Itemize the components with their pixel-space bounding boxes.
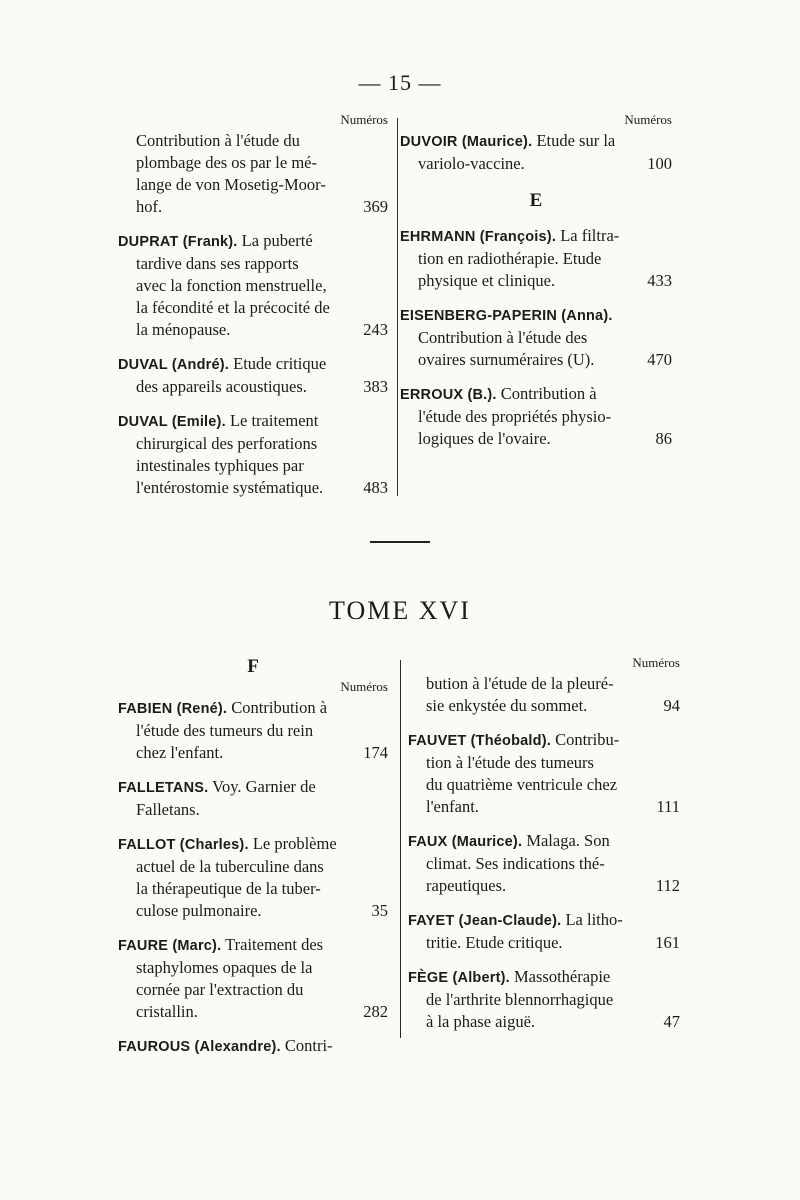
entry-text bbox=[136, 434, 317, 453]
entry-text bbox=[118, 935, 323, 954]
title-text: tritie. Etude critique. bbox=[426, 933, 563, 952]
entries bbox=[408, 673, 680, 1033]
bottom-left-column bbox=[118, 655, 388, 1070]
entry-number: 112 bbox=[655, 876, 680, 895]
index-entry bbox=[400, 130, 672, 175]
entry-line bbox=[118, 856, 388, 878]
entry-text bbox=[418, 349, 594, 371]
entry-text bbox=[400, 131, 615, 150]
entry-number: 369 bbox=[363, 197, 388, 216]
entry-text bbox=[426, 990, 613, 1009]
entry-text bbox=[400, 226, 619, 245]
entry-line bbox=[400, 248, 672, 270]
author-name: FAURE (Marc). bbox=[118, 938, 222, 954]
entry-text bbox=[136, 175, 326, 194]
entry-line bbox=[400, 406, 672, 428]
entry-text bbox=[408, 967, 610, 986]
entry-number: 243 bbox=[363, 320, 388, 339]
title-text: Contribution à bbox=[227, 698, 328, 717]
entry-number: 35 bbox=[371, 901, 388, 920]
entry-line bbox=[118, 433, 388, 455]
entry-line bbox=[118, 900, 388, 922]
index-entry bbox=[118, 776, 388, 821]
entry-text bbox=[136, 721, 313, 740]
title-text: l'enfant. bbox=[426, 797, 479, 816]
entry-number: 94 bbox=[663, 696, 680, 715]
entries bbox=[118, 697, 388, 1058]
entry-line bbox=[118, 742, 388, 764]
title-text: Contribution à bbox=[496, 384, 597, 403]
entry-text bbox=[426, 775, 617, 794]
index-entry bbox=[408, 673, 680, 717]
title-text: de l'arthrite blennorrhagique bbox=[426, 990, 614, 1009]
entry-line bbox=[400, 428, 672, 450]
title-text: logiques de l'ovaire. bbox=[418, 429, 551, 448]
entry-text bbox=[136, 254, 299, 273]
entry-text bbox=[136, 1001, 198, 1023]
entry-text bbox=[136, 153, 317, 172]
title-text: tion à l'étude des tumeurs bbox=[426, 753, 594, 772]
entry-text bbox=[408, 831, 610, 850]
entry-number: 111 bbox=[656, 797, 680, 816]
entries-before bbox=[400, 130, 672, 175]
entry-text bbox=[118, 231, 313, 250]
entry-text bbox=[408, 730, 619, 749]
title-text: la ménopause. bbox=[136, 320, 231, 339]
index-entry bbox=[118, 934, 388, 1023]
section-divider bbox=[370, 541, 430, 543]
entry-number: 86 bbox=[655, 429, 672, 448]
entry-text bbox=[118, 354, 326, 373]
entry-text bbox=[426, 932, 563, 954]
title-text: l'entérostomie systématique. bbox=[136, 478, 324, 497]
index-entry bbox=[408, 909, 680, 954]
index-entry bbox=[118, 353, 388, 398]
entry-line bbox=[408, 853, 680, 875]
entry-line bbox=[118, 376, 388, 398]
title-text: Le traitement bbox=[225, 411, 319, 430]
author-name: EHRMANN (François). bbox=[400, 229, 557, 245]
entry-text bbox=[136, 857, 324, 876]
title-text: Contri- bbox=[280, 1036, 333, 1055]
entry-line bbox=[118, 410, 388, 433]
entry-text bbox=[136, 319, 230, 341]
entry-text bbox=[418, 270, 555, 292]
title-text: bution à l'étude de la pleuré- bbox=[426, 674, 614, 693]
entry-text bbox=[418, 407, 611, 426]
entry-number: 470 bbox=[647, 350, 672, 369]
title-text: hof. bbox=[136, 197, 163, 216]
entry-line bbox=[118, 230, 388, 253]
page-number: — 15 — bbox=[358, 70, 442, 95]
entry-line bbox=[408, 875, 680, 897]
index-entry bbox=[400, 304, 672, 371]
title-text: intestinales typhiques par bbox=[136, 456, 304, 475]
title-text: cristallin. bbox=[136, 1002, 198, 1021]
entry-number: 483 bbox=[363, 478, 388, 497]
title-text: Etude critique bbox=[229, 354, 327, 373]
entry-line bbox=[408, 1011, 680, 1033]
title-text: Massothérapie bbox=[509, 967, 611, 986]
entry-line bbox=[408, 966, 680, 989]
title-text: la fécondité et la précocité de bbox=[136, 298, 330, 317]
index-entry bbox=[408, 966, 680, 1033]
title-text: du quatrième ventricule chez bbox=[426, 775, 618, 794]
entry-number: 282 bbox=[363, 1002, 388, 1021]
entry-text bbox=[136, 980, 303, 999]
entry-line bbox=[118, 455, 388, 477]
entry-text bbox=[408, 910, 623, 929]
entry-line bbox=[400, 327, 672, 349]
entry-number: 174 bbox=[363, 743, 388, 762]
author-name: DUPRAT (Frank). bbox=[118, 234, 238, 250]
numeros-header: Numéros bbox=[624, 112, 672, 127]
index-entry bbox=[118, 1035, 388, 1058]
entry-line bbox=[408, 830, 680, 853]
entry-number: 100 bbox=[647, 154, 672, 173]
entry-line bbox=[118, 196, 388, 218]
entry-line bbox=[408, 909, 680, 932]
numeros-header: Numéros bbox=[632, 655, 680, 670]
entry-line bbox=[118, 799, 388, 821]
entry-text bbox=[136, 958, 312, 977]
entry-text bbox=[136, 879, 321, 898]
entry-text bbox=[136, 900, 262, 922]
entry-text bbox=[136, 298, 330, 317]
entry-text bbox=[426, 1011, 535, 1033]
entry-line bbox=[400, 153, 672, 175]
entry-text bbox=[118, 411, 318, 430]
entry-text bbox=[418, 428, 551, 450]
entry-text bbox=[400, 305, 613, 324]
title-text: à la phase aiguë. bbox=[426, 1012, 536, 1031]
author-name: FALLETANS. bbox=[118, 780, 209, 796]
author-name: FAUROUS (Alexandre). bbox=[118, 1039, 281, 1055]
author-name: ERROUX (B.). bbox=[400, 387, 497, 403]
entry-line bbox=[118, 319, 388, 341]
entry-line bbox=[118, 979, 388, 1001]
title-text: tion en radiothérapie. Etude bbox=[418, 249, 602, 268]
title-text: Falletans. bbox=[136, 800, 200, 819]
title-text: physique et clinique. bbox=[418, 271, 556, 290]
entry-line bbox=[118, 152, 388, 174]
title-text: actuel de la tuberculine dans bbox=[136, 857, 324, 876]
entry-line bbox=[118, 878, 388, 900]
entry-line bbox=[400, 349, 672, 371]
entry-line bbox=[408, 796, 680, 818]
entry-text bbox=[426, 796, 479, 818]
title-text: cornée par l'extraction du bbox=[136, 980, 304, 999]
entry-line bbox=[408, 695, 680, 717]
top-right-column bbox=[400, 112, 672, 462]
entry-line bbox=[118, 353, 388, 376]
entry-line bbox=[118, 697, 388, 720]
title-text: lange de von Mosetig-Moor- bbox=[136, 175, 326, 194]
title-text: sie enkystée du sommet. bbox=[426, 696, 588, 715]
entry-text bbox=[136, 742, 223, 764]
letter-heading-e: E bbox=[529, 190, 543, 211]
author-name: DUVAL (André). bbox=[118, 357, 230, 373]
author-name: FAYET (Jean-Claude). bbox=[408, 913, 562, 929]
entry-line bbox=[118, 297, 388, 319]
entry-line bbox=[118, 253, 388, 275]
entry-line bbox=[408, 932, 680, 954]
index-entry bbox=[118, 130, 388, 218]
tome-title: TOME XVI bbox=[329, 596, 471, 625]
title-text: l'étude des propriétés physio- bbox=[418, 407, 612, 426]
author-name: FAUVET (Théobald). bbox=[408, 733, 551, 749]
entry-line bbox=[408, 729, 680, 752]
title-text: la thérapeutique de la tuber- bbox=[136, 879, 321, 898]
title-text: La puberté bbox=[237, 231, 313, 250]
entries bbox=[118, 130, 388, 499]
index-entry bbox=[118, 230, 388, 341]
title-text: Voy. Garnier de bbox=[208, 777, 316, 796]
title-text: rapeutiques. bbox=[426, 876, 507, 895]
title-text: chirurgical des perforations bbox=[136, 434, 318, 453]
title-text: Traitement des bbox=[221, 935, 324, 954]
title-text: des appareils acoustiques. bbox=[136, 377, 307, 396]
numeros-header: Numéros bbox=[340, 679, 388, 694]
entry-line bbox=[118, 275, 388, 297]
entry-line bbox=[408, 989, 680, 1011]
entry-text bbox=[136, 276, 327, 295]
index-entry bbox=[408, 830, 680, 897]
index-entry bbox=[118, 697, 388, 764]
entry-text bbox=[118, 777, 316, 796]
entry-line bbox=[400, 130, 672, 153]
index-entry bbox=[400, 225, 672, 292]
entry-line bbox=[118, 1001, 388, 1023]
entry-text bbox=[426, 674, 614, 693]
title-text: La litho- bbox=[561, 910, 623, 929]
entry-line bbox=[400, 383, 672, 406]
top-left-column bbox=[118, 112, 388, 511]
entry-text bbox=[426, 854, 605, 873]
entry-number: 47 bbox=[663, 1012, 680, 1031]
numeros-header: Numéros bbox=[340, 112, 388, 127]
entry-text bbox=[426, 875, 506, 897]
title-text: culose pulmonaire. bbox=[136, 901, 262, 920]
author-name: DUVOIR (Maurice). bbox=[400, 134, 533, 150]
entry-line bbox=[118, 957, 388, 979]
entry-line bbox=[408, 774, 680, 796]
entry-line bbox=[118, 776, 388, 799]
title-text: Contribu- bbox=[550, 730, 620, 749]
title-text: Malaga. Son bbox=[522, 831, 610, 850]
entry-number: 161 bbox=[655, 933, 680, 952]
entry-number: 383 bbox=[363, 377, 388, 396]
title-text: l'étude des tumeurs du rein bbox=[136, 721, 314, 740]
entry-line bbox=[118, 477, 388, 499]
entry-text bbox=[426, 695, 587, 717]
author-name: DUVAL (Emile). bbox=[118, 414, 226, 430]
letter-heading-f: F bbox=[247, 656, 259, 677]
bottom-right-column bbox=[408, 655, 680, 1045]
entries bbox=[400, 225, 672, 450]
title-text: Le problème bbox=[248, 834, 337, 853]
entry-text bbox=[136, 456, 304, 475]
index-entry bbox=[400, 383, 672, 450]
entry-text bbox=[426, 753, 594, 772]
title-text: avec la fonction menstruelle, bbox=[136, 276, 327, 295]
entry-text bbox=[400, 384, 597, 403]
author-name: FÈGE (Albert). bbox=[408, 970, 510, 986]
entry-text bbox=[118, 698, 327, 717]
title-text: tardive dans ses rapports bbox=[136, 254, 299, 273]
entry-line bbox=[400, 270, 672, 292]
title-text: Etude sur la bbox=[532, 131, 616, 150]
entry-line bbox=[400, 225, 672, 248]
entry-text bbox=[418, 153, 525, 175]
entry-text bbox=[136, 477, 323, 499]
entry-line bbox=[408, 673, 680, 695]
column-divider-top bbox=[397, 118, 398, 496]
column-divider-bottom bbox=[400, 660, 401, 1038]
title-text: ovaires surnuméraires (U). bbox=[418, 350, 595, 369]
entry-line bbox=[118, 174, 388, 196]
title-text: plombage des os par le mé- bbox=[136, 153, 317, 172]
entry-text bbox=[136, 799, 200, 821]
entry-text bbox=[136, 196, 162, 218]
entry-text bbox=[118, 834, 337, 853]
title-text: staphylomes opaques de la bbox=[136, 958, 313, 977]
author-name: FABIEN (René). bbox=[118, 701, 228, 717]
index-entry bbox=[118, 833, 388, 922]
entry-text bbox=[118, 1035, 333, 1058]
entry-line bbox=[118, 934, 388, 957]
title-text: climat. Ses indications thé- bbox=[426, 854, 605, 873]
title-text: Contribution à l'étude des bbox=[418, 328, 588, 347]
title-text: Contribution à l'étude du bbox=[136, 131, 300, 150]
entry-text bbox=[418, 328, 587, 347]
entry-text bbox=[136, 131, 300, 150]
entry-text bbox=[136, 376, 307, 398]
entry-text bbox=[418, 249, 601, 268]
entry-number: 433 bbox=[647, 271, 672, 290]
entry-line bbox=[118, 720, 388, 742]
index-entry bbox=[118, 410, 388, 499]
entry-line bbox=[118, 833, 388, 856]
entry-line bbox=[408, 752, 680, 774]
author-name: EISENBERG-PAPERIN (Anna). bbox=[400, 308, 613, 324]
author-name: FALLOT (Charles). bbox=[118, 837, 249, 853]
entry-line bbox=[400, 304, 672, 327]
entry-line bbox=[118, 130, 388, 152]
entry-line bbox=[118, 1035, 388, 1058]
index-entry bbox=[408, 729, 680, 818]
title-text: variolo-vaccine. bbox=[418, 154, 525, 173]
title-text: chez l'enfant. bbox=[136, 743, 224, 762]
title-text: La filtra- bbox=[556, 226, 620, 245]
author-name: FAUX (Maurice). bbox=[408, 834, 523, 850]
